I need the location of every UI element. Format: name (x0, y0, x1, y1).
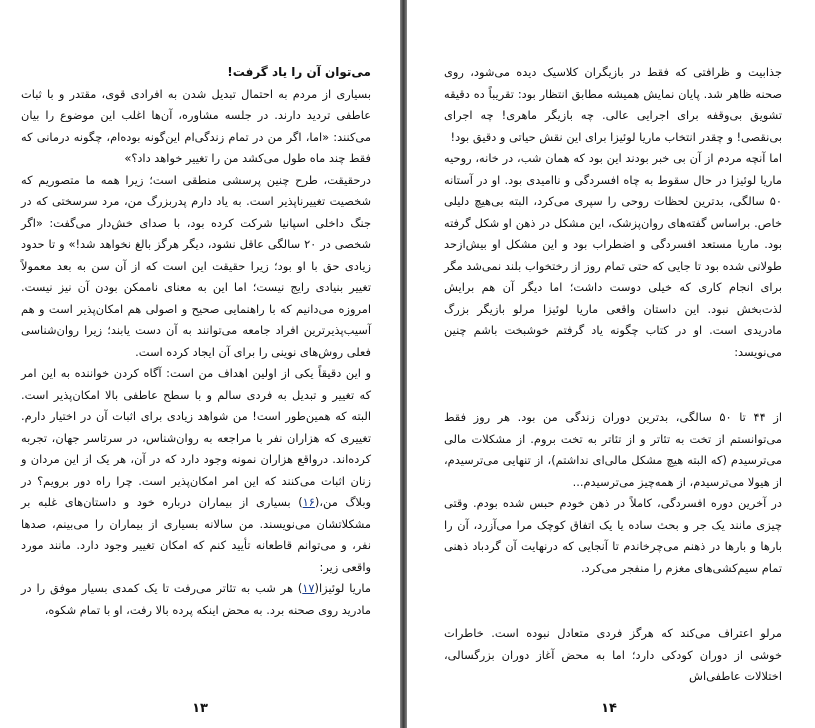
right-page (407, 0, 815, 728)
left-page-text (21, 62, 371, 621)
footnote-reference[interactable]: ۱۶ (302, 495, 315, 509)
paragraph (21, 578, 371, 621)
quote-paragraph: از ۴۴ تا ۵۰ سالگی، بدترین دوران زندگی من بود. هر روز فقط می‌توانستم از تخت به تئاتر و از تئاتر به تخت بروم. از مشکلات مالی می‌ترسیدم (که البته هیچ مشکل مالی‌ای نداشتم)، از تنهایی می‌ترسیدم، از هیولا می‌ترسیدم، از همه‌چیز می‌ترسیدم... (444, 410, 782, 489)
paragraph: بسیاری از مردم به احتمال تبدیل شدن به افرادی قوی، مقتدر و با ثبات عاطفی تردید دارند. در جلسه مشاوره، آن‌ها اغلب این موضوع را بیان می‌کنند: «اما، اگر من در تمام زندگی‌ام این‌گونه بوده‌ام، چگونه درمانی که فقط چند ماه طول می‌کشد من را تغییر خواهد داد؟» (21, 86, 371, 165)
page-number: ۱۳ (192, 701, 208, 716)
spacer (444, 579, 782, 623)
paragraph (21, 363, 371, 578)
spacer (444, 363, 782, 407)
paragraph-text: ) هر شب به تئاتر می‌رفت تا یک کمدی بسیار موفق را در مادرید روی صحنه برد. به محض اینکه پرده بالا رفت، او با تمام شکوه، (21, 581, 371, 617)
paragraph-text: ماریا لوئیزا( (314, 581, 371, 595)
quote-paragraph: در آخرین دوره افسردگی، کاملاً در ذهن خودم حبس شده بودم. وقتی چیزی مانند یک جر و بحث ساده یا یک اتفاق کوچک مرا می‌آزرد، آن را بارها و بارها در ذهنم می‌چرخاندم تا آنجایی که درنهایت آن گردباد ذهنی تمام سیم‌کشی‌های مغزم را منفجر می‌کرد. (444, 496, 782, 575)
footnote-reference[interactable]: ۱۷ (302, 581, 315, 595)
paragraph: درحقیقت، طرح چنین پرسشی منطقی است؛ زیرا همه ما متصوریم که شخصیت تغییرناپذیر است. به یاد دارم پدربزرگ من، مرد سرسختی که در جنگ داخلی اسپانیا شرکت کرده بود، با صدای خش‌دار می‌گفت: «اگر شخصی در ۲۰ سالگی عاقل نشود، دیگر هرگز بالغ نخواهد شد!» و تا حدود زیادی حق با او بود؛ زیرا حقیقت این است که از آن سن به بعد معمولاً تغییر بنیادی رایج نیست؛ اما این به معنای ناممکن بودن آن نیز نیست. امروزه می‌دانیم که با راهنمایی صحیح و اصولی هم امکان‌پذیر است و هم آسیب‌پذیرترین افراد جامعه می‌توانند به آن دست یابند؛ زیرا روان‌شناسی فعلی روش‌های نوینی را برای آن ایجاد کرده است. (21, 172, 371, 359)
right-page-text (444, 62, 782, 688)
paragraph: مرلو اعتراف می‌کند که هرگز فردی متعادل نبوده است. خاطرات خوشی از دوران کودکی دارد؛ اما به محض آغاز دوران بزرگسالی، اختلالات عاطفی‌اش (444, 626, 782, 683)
section-title: می‌توان آن را یاد گرفت! (227, 65, 371, 79)
page-number: ۱۴ (601, 701, 617, 716)
paragraph-text: ) بسیاری از بیماران درباره خود و داستان‌های غلبه بر مشکلاتشان می‌نویسند. من سالانه بسیاری از بیماران را می‌بینم، صدها نفر، و می‌توانم قاطعانه تأیید کنم که امکان تغییر وجود دارد. مانند مورد واقعی زیر: (21, 495, 371, 574)
paragraph: اما آنچه مردم از آن بی خبر بودند این بود که همان شب، در خانه، روحیه ماریا لوئیزا در حال سقوط به چاه افسردگی و ناامیدی بود. او در آستانه ۵۰ سالگی، بدترین لحظات روحی را سپری می‌کرد، البته بی‌هیچ دلیلی خاص. براساس گفته‌های روان‌پزشک، این مشکل در ذهن او شکل گرفته بود. ماریا مستعد افسردگی و اضطراب بود و این مشکل او بیش‌ازحد طولانی شده بود تا جایی که حتی تمام روز از رختخواب بلند نمی‌شد مگر برای انجام کاری که خیلی دوست داشت؛ اما دیگر آن هم برایش لذت‌بخش نبود. این داستان واقعی ماریا لوئیزا مرلو بازیگر بزرگ مادریدی است. او در کتاب چگونه یاد گرفتم خوشبخت باشم چنین می‌نویسد: (444, 151, 782, 359)
paragraph: جذابیت و ظرافتی که فقط در بازیگران کلاسیک دیده می‌شود، روی صحنه ظاهر شد. پایان نمایش همیشه مطابق انتظار بود: تقریباً ده دقیقه تشویق بی‌وقفه برای اجرایی عالی. چه بازیگر ماهری! چه اجرای بی‌نقصی! و چقدر انتخاب ماریا لوئیزا برای این نقش حیاتی و دقیق بود! (444, 65, 782, 144)
paragraph-text: و این دقیقاً یکی از اولین اهداف من است: آگاه کردن خواننده به این امر که تغییر و تبدیل به فردی سالم و با سطح عاطفی بالا امکان‌پذیر است. البته که همین‌طور است! من شواهد زیادی برای اثبات آن در اختیار دارم. تغییری که هزاران نفر با مراجعه به روان‌شناس، در سرتاسر جهان، تجربه کرده‌اند. درواقع هزاران نمونه وجود دارد که در آن، هر یک از این مردان و زنان اثبات می‌کنند که این امر امکان‌پذیر است. چرا راه دور برویم؟ در وبلاگ من،( (21, 366, 371, 509)
book-gutter (400, 0, 407, 728)
left-page (0, 0, 400, 728)
